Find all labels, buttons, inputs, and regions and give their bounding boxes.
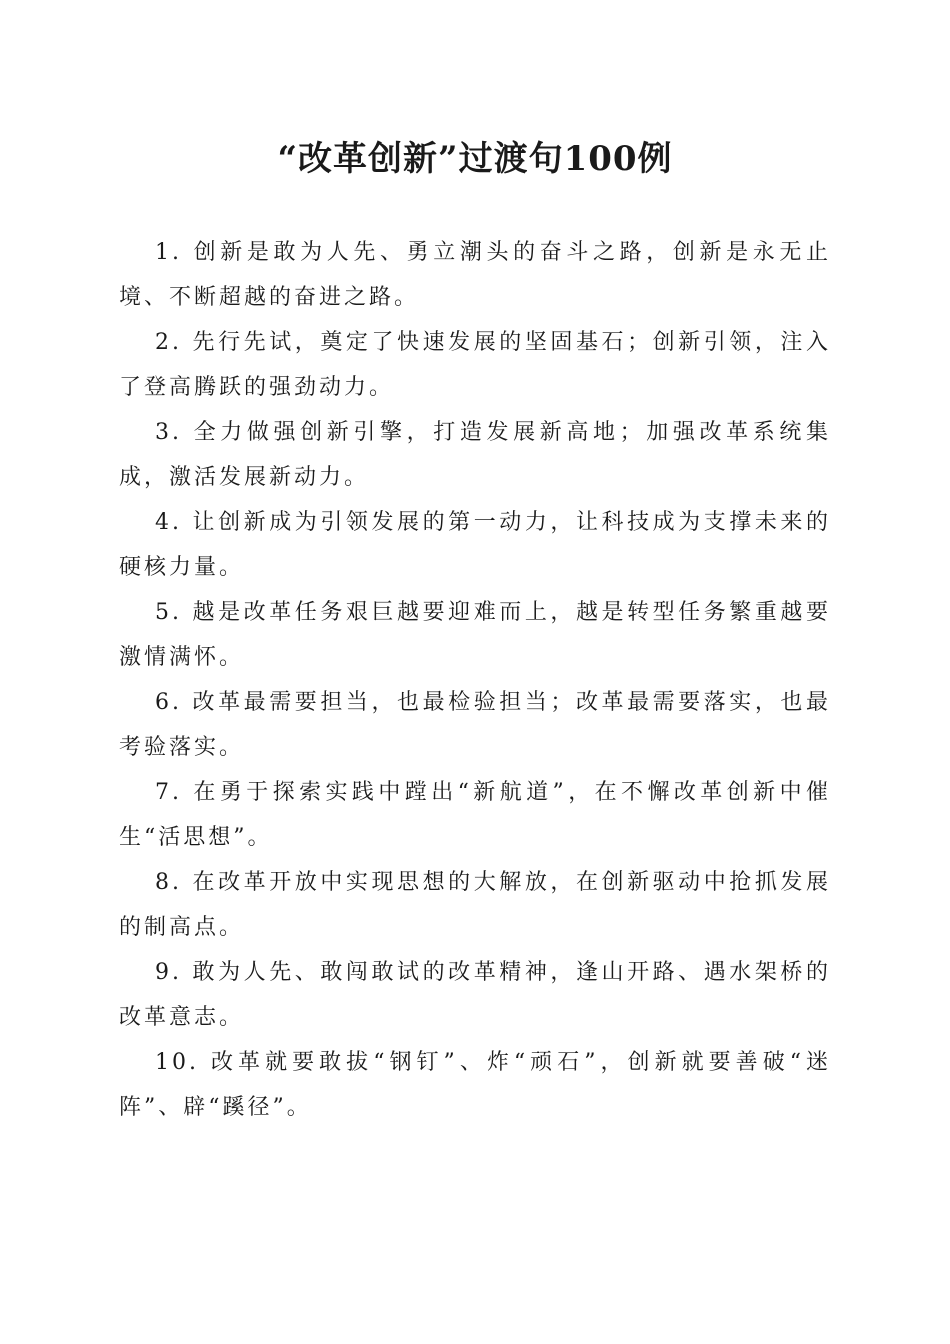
- list-item: 10. 改革就要敢拔“钢钉”、炸“顽石”，创新就要善破“迷阵”、辟“蹊径”。: [119, 1050, 831, 1120]
- list-item: 2. 先行先试，奠定了快速发展的坚固基石；创新引领，注入了登高腾跃的强劲动力。: [119, 330, 831, 400]
- list-item: 1. 创新是敢为人先、勇立潮头的奋斗之路，创新是永无止境、不断超越的奋进之路。: [119, 240, 831, 310]
- document-title: “改革创新”过渡句100例: [277, 139, 673, 179]
- list-item: 8. 在改革开放中实现思想的大解放，在创新驱动中抢抓发展的制高点。: [119, 870, 831, 940]
- list-item: 5. 越是改革任务艰巨越要迎难而上，越是转型任务繁重越要激情满怀。: [119, 600, 831, 670]
- list-item: 3. 全力做强创新引擎，打造发展新高地；加强改革系统集成，激活发展新动力。: [119, 420, 831, 490]
- list-item: 7. 在勇于探索实践中蹚出“新航道”，在不懈改革创新中催生“活思想”。: [119, 780, 831, 850]
- list-item: 6. 改革最需要担当，也最检验担当；改革最需要落实，也最考验落实。: [119, 690, 831, 760]
- list-item: 9. 敢为人先、敢闯敢试的改革精神，逢山开路、遇水架桥的改革意志。: [119, 960, 831, 1030]
- list-item: 4. 让创新成为引领发展的第一动力，让科技成为支撑未来的硬核力量。: [119, 510, 831, 580]
- document-body: [119, 230, 831, 1130]
